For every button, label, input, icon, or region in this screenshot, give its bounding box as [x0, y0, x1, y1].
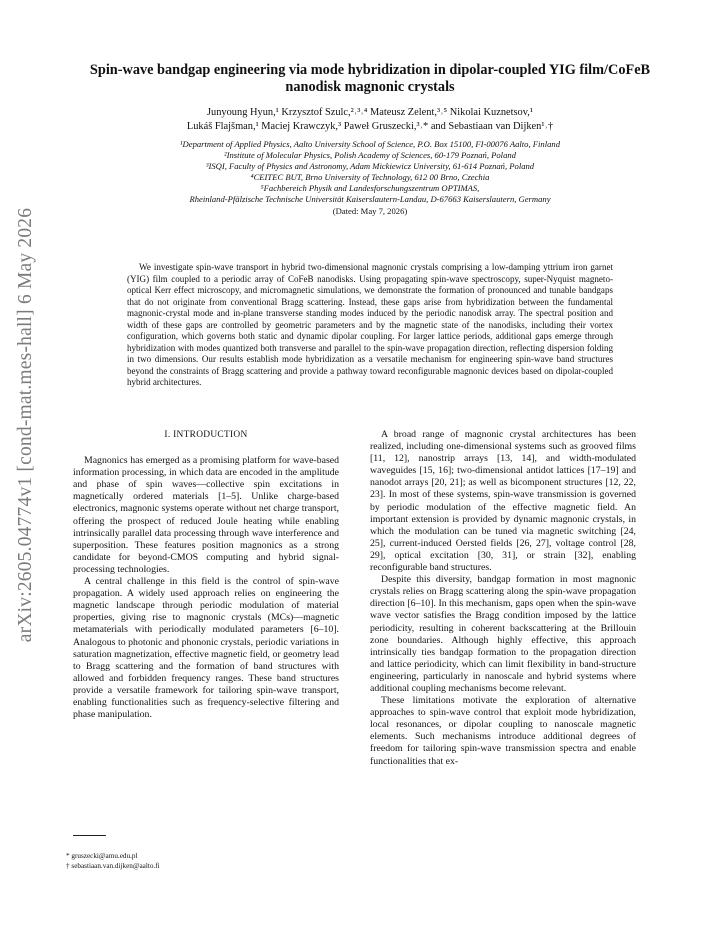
author-line: Lukáš Flajšman,¹ Maciej Krawczyk,³ Paweł Gruszecki,³˒* and Sebastiaan van Dijken¹˒† [186, 121, 554, 132]
footnote-email[interactable]: † sebastiaan.van.dijken@aalto.fi [66, 862, 160, 870]
section-heading: I. INTRODUCTION [164, 430, 248, 440]
footnote-email[interactable]: * gruszecki@amu.edu.pl [66, 852, 138, 860]
body-paragraph: These limitations motivate the exploration of alternative approaches to spin-wave control that exploit mode hybridization, local resonances, or dipolar coupling to nanoscale magnetic elements. Such mechanisms introduce additional degrees of freedom for tailoring spin-wave transmission spectra and enable functionalities that ex- [370, 695, 636, 767]
affiliation: ¹Department of Applied Physics, Aalto University School of Science, P.O. Box 15100, FI-00076 Aalto, Finland [179, 139, 560, 149]
footnotes [66, 851, 160, 871]
footnote-rule [73, 835, 106, 836]
affiliation: Rheinland-Pfälzische Technische Universität Kaiserslautern-Landau, D-67663 Kaiserslautern, Germany [189, 194, 551, 205]
right-column [370, 429, 636, 768]
affiliation: ²Institute of Molecular Physics, Polish Academy of Sciences, 60-179 Poznań, Poland [224, 150, 516, 161]
abstract: We investigate spin-wave transport in hybrid two-dimensional magnonic crystals comprising a low-damping yttrium iron garnet (YIG) film coupled to a periodic array of CoFeB nanodisks. Using propagating spin-wave spectroscopy, super-Nyquist magneto-optical Kerr effect microscopy, and micromagnetic simulations, we demonstrate the formation of pronounced and tunable bandgaps that do not originate from conventional Bragg scattering. Instead, these gaps arise from hybridization between the fundamental magnonic-crystal mode and in-plane transverse standing modes induced by the periodic nanodisk array. The spectral position and width of these gaps are controlled by geometric parameters and by the magnetic state of the nanodisks, including their vortex configuration, which governs both static and dynamic dipolar coupling. For larger lattice periods, additional gaps emerge through hybridization with modes quantized both transverse and parallel to the spin-wave propagation direction, reflecting dispersion folding in two dimensions. Our results establish mode hybridization as a versatile mechanism for engineering spin-wave band structures beyond the constraints of Bragg scattering and provide a pathway toward reconfigurable magnonic devices based on dipolar-coupled hybrid architectures. [127, 262, 613, 388]
affiliation: ³ISQI, Faculty of Physics and Astronomy, Adam Mickiewicz University, 61-614 Poznań, Poland [205, 161, 535, 172]
author-line: Junyoung Hyun,¹ Krzysztof Szulc,²˒³˒⁴ Mateusz Zelent,³˒⁵ Nikolai Kuznetsov,¹ [206, 107, 533, 118]
left-column [73, 429, 339, 721]
body-paragraph: A broad range of magnonic crystal architectures has been realized, including one-dimensional systems such as grooved films [11, 12], nanostrip arrays [13, 14], and width-modulated waveguides [15, 16]; two-dimensional antidot lattices [17–19] and nanodot arrays [20, 21]; as well as bicomponent structures [12, 22, 23]. In most of these systems, spin-wave transmission is governed by periodic modulation of the effective magnetic field. An important extension is provided by dynamic magnonic crystals, in which the modulation can be tuned via magnetic switching [24, 25], current-induced Oersted fields [26, 27], voltage control [28, 29], optical excitation [30, 31], or strain [32], enabling reconfigurable band structures. [370, 429, 636, 574]
affiliation: ⁵Fachbereich Physik and Landesforschungszentrum OPTIMAS, [260, 183, 480, 194]
affiliations [80, 139, 660, 217]
author-list [80, 106, 660, 134]
affiliation: ⁴CEITEC BUT, Brno University of Technology, 612 00 Brno, Czechia [250, 172, 490, 183]
arxiv-sidebar [6, 205, 46, 645]
date-line: (Dated: May 7, 2026) [332, 205, 408, 216]
paper-title: Spin-wave bandgap engineering via mode hybridization in dipolar-coupled YIG film/CoFeB nanodisk magnonic crystals [89, 62, 651, 95]
body-paragraph: Despite this diversity, bandgap formation in most magnonic crystals relies on Bragg scattering along the spin-wave propagation direction [6–10]. In this mechanism, gaps open when the spin-wave wave vector satisfies the Bragg condition imposed by the lattice periodicity, resulting in coherent backscattering at the Brillouin zone boundaries. Although highly effective, this approach intrinsically ties bandgap formation to the propagation direction and lattice periodicity, which can limit flexibility in band-structure engineering, particularly in nanoscale and hybrid systems where additional coupling mechanisms become relevant. [370, 574, 636, 694]
arxiv-identifier: arXiv:2605.04774v1 [cond-mat.mes-hall] 6 May 2026 [15, 207, 36, 643]
body-paragraph: A central challenge in this field is the control of spin-wave propagation. A widely used approach relies on engineering the magnetic landscape through periodic modulation of material properties, giving rise to magnonic crystals (MCs)—magnetic metamaterials with periodically modulated parameters [6–10]. Analogous to photonic and phononic crystals, periodic variations in saturation magnetization, effective magnetic field, or geometry lead to Bragg scattering and the formation of band structures with allowed and forbidden frequency ranges. These band structures provide a versatile framework for tailoring spin-wave transport, enabling functionalities such as frequency-selective filtering and phase manipulation. [73, 576, 339, 721]
body-paragraph: Magnonics has emerged as a promising platform for wave-based information processing, in which data are encoded in the amplitude and phase of spin waves—collective spin excitations in magnetically ordered materials [1–5]. Unlike charge-based electronics, magnonic systems operate without net charge transport, offering the prospect of reduced Joule heating while enabling intrinsically parallel data processing through wave interference and superposition. These features position magnonics as a strong candidate for beyond-CMOS computing and hybrid signal-processing technologies. [73, 455, 339, 575]
